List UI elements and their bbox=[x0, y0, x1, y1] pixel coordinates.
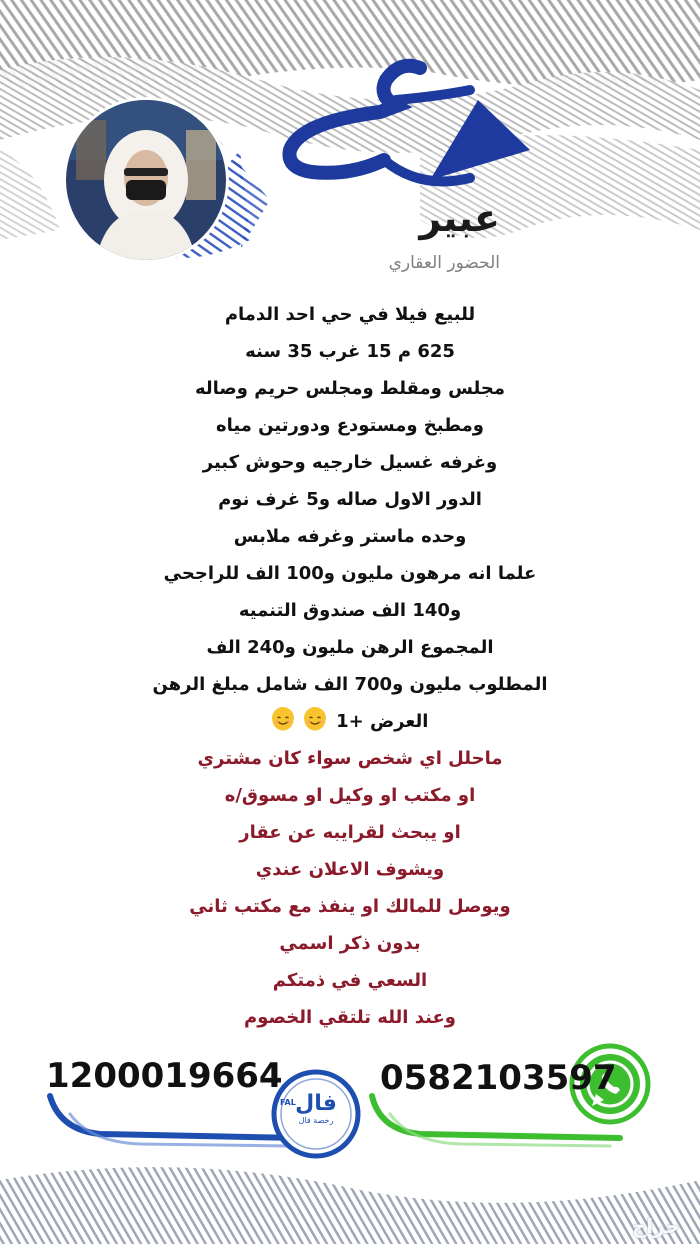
listing-line: علما انه مرهون مليون و100 الف للراجحي bbox=[163, 563, 537, 584]
fal-logo-subtitle: رخصة فال bbox=[298, 1116, 334, 1125]
brand-name: عبير bbox=[419, 196, 500, 240]
disclaimer-line: وعند الله تلتقي الخصوم bbox=[244, 1007, 456, 1028]
disclaimer-line: او يبحث لقرايبه عن عقار bbox=[239, 822, 461, 843]
disclaimer-line: السعي في ذمتكم bbox=[272, 970, 428, 991]
listing-line: المطلوب مليون و700 الف شامل مبلغ الرهن bbox=[152, 674, 548, 695]
offer-text: العرض +1 bbox=[336, 711, 429, 732]
disclaimer-line: او مكتب او وكيل او مسوق/ه bbox=[224, 785, 476, 806]
fal-logo-text: فال bbox=[295, 1091, 337, 1116]
disclaimer-line: بدون ذكر اسمي bbox=[279, 933, 421, 954]
listing-line: و140 الف صندوق التنميه bbox=[238, 600, 462, 621]
listing-line: وغرفه غسيل خارجيه وحوش كبير bbox=[202, 452, 498, 473]
listing-line: وحده ماستر وغرفه ملابس bbox=[233, 526, 467, 547]
listing-line: للبيع فيلا في حي احد الدمام bbox=[224, 304, 476, 325]
watermark: حراج bbox=[631, 1214, 680, 1238]
fal-number[interactable]: 1200019664 bbox=[46, 1056, 283, 1096]
disclaimer-line: ويشوف الاعلان عندي bbox=[255, 859, 445, 880]
listing-line: المجموع الرهن مليون و240 الف bbox=[206, 637, 494, 658]
listing-line: 625 م 15 غرب 35 سنه bbox=[245, 341, 455, 362]
listing-line: مجلس ومقلط ومجلس حريم وصاله bbox=[194, 378, 506, 399]
avatar-portrait bbox=[66, 100, 226, 260]
avatar bbox=[66, 100, 226, 260]
listing-line: الدور الاول صاله و5 غرف نوم bbox=[218, 489, 482, 510]
listing-line: ومطبخ ومستودع ودورتين مياه bbox=[216, 415, 484, 436]
whatsapp-number[interactable]: 0582103597 bbox=[380, 1058, 617, 1098]
listing-text bbox=[0, 296, 700, 1036]
fal-logo-latin: FAL bbox=[280, 1098, 296, 1107]
brand-tagline: الحضور العقاري bbox=[388, 253, 500, 273]
disclaimer-line: ويوصل للمالك او ينفذ مع مكتب ثاني bbox=[189, 896, 511, 917]
disclaimer-line: ماحلل اي شخص سواء كان مشتري bbox=[197, 748, 503, 769]
smiling-face-icon bbox=[272, 707, 294, 729]
smiling-face-icon bbox=[304, 707, 326, 729]
offer-line bbox=[0, 703, 700, 740]
